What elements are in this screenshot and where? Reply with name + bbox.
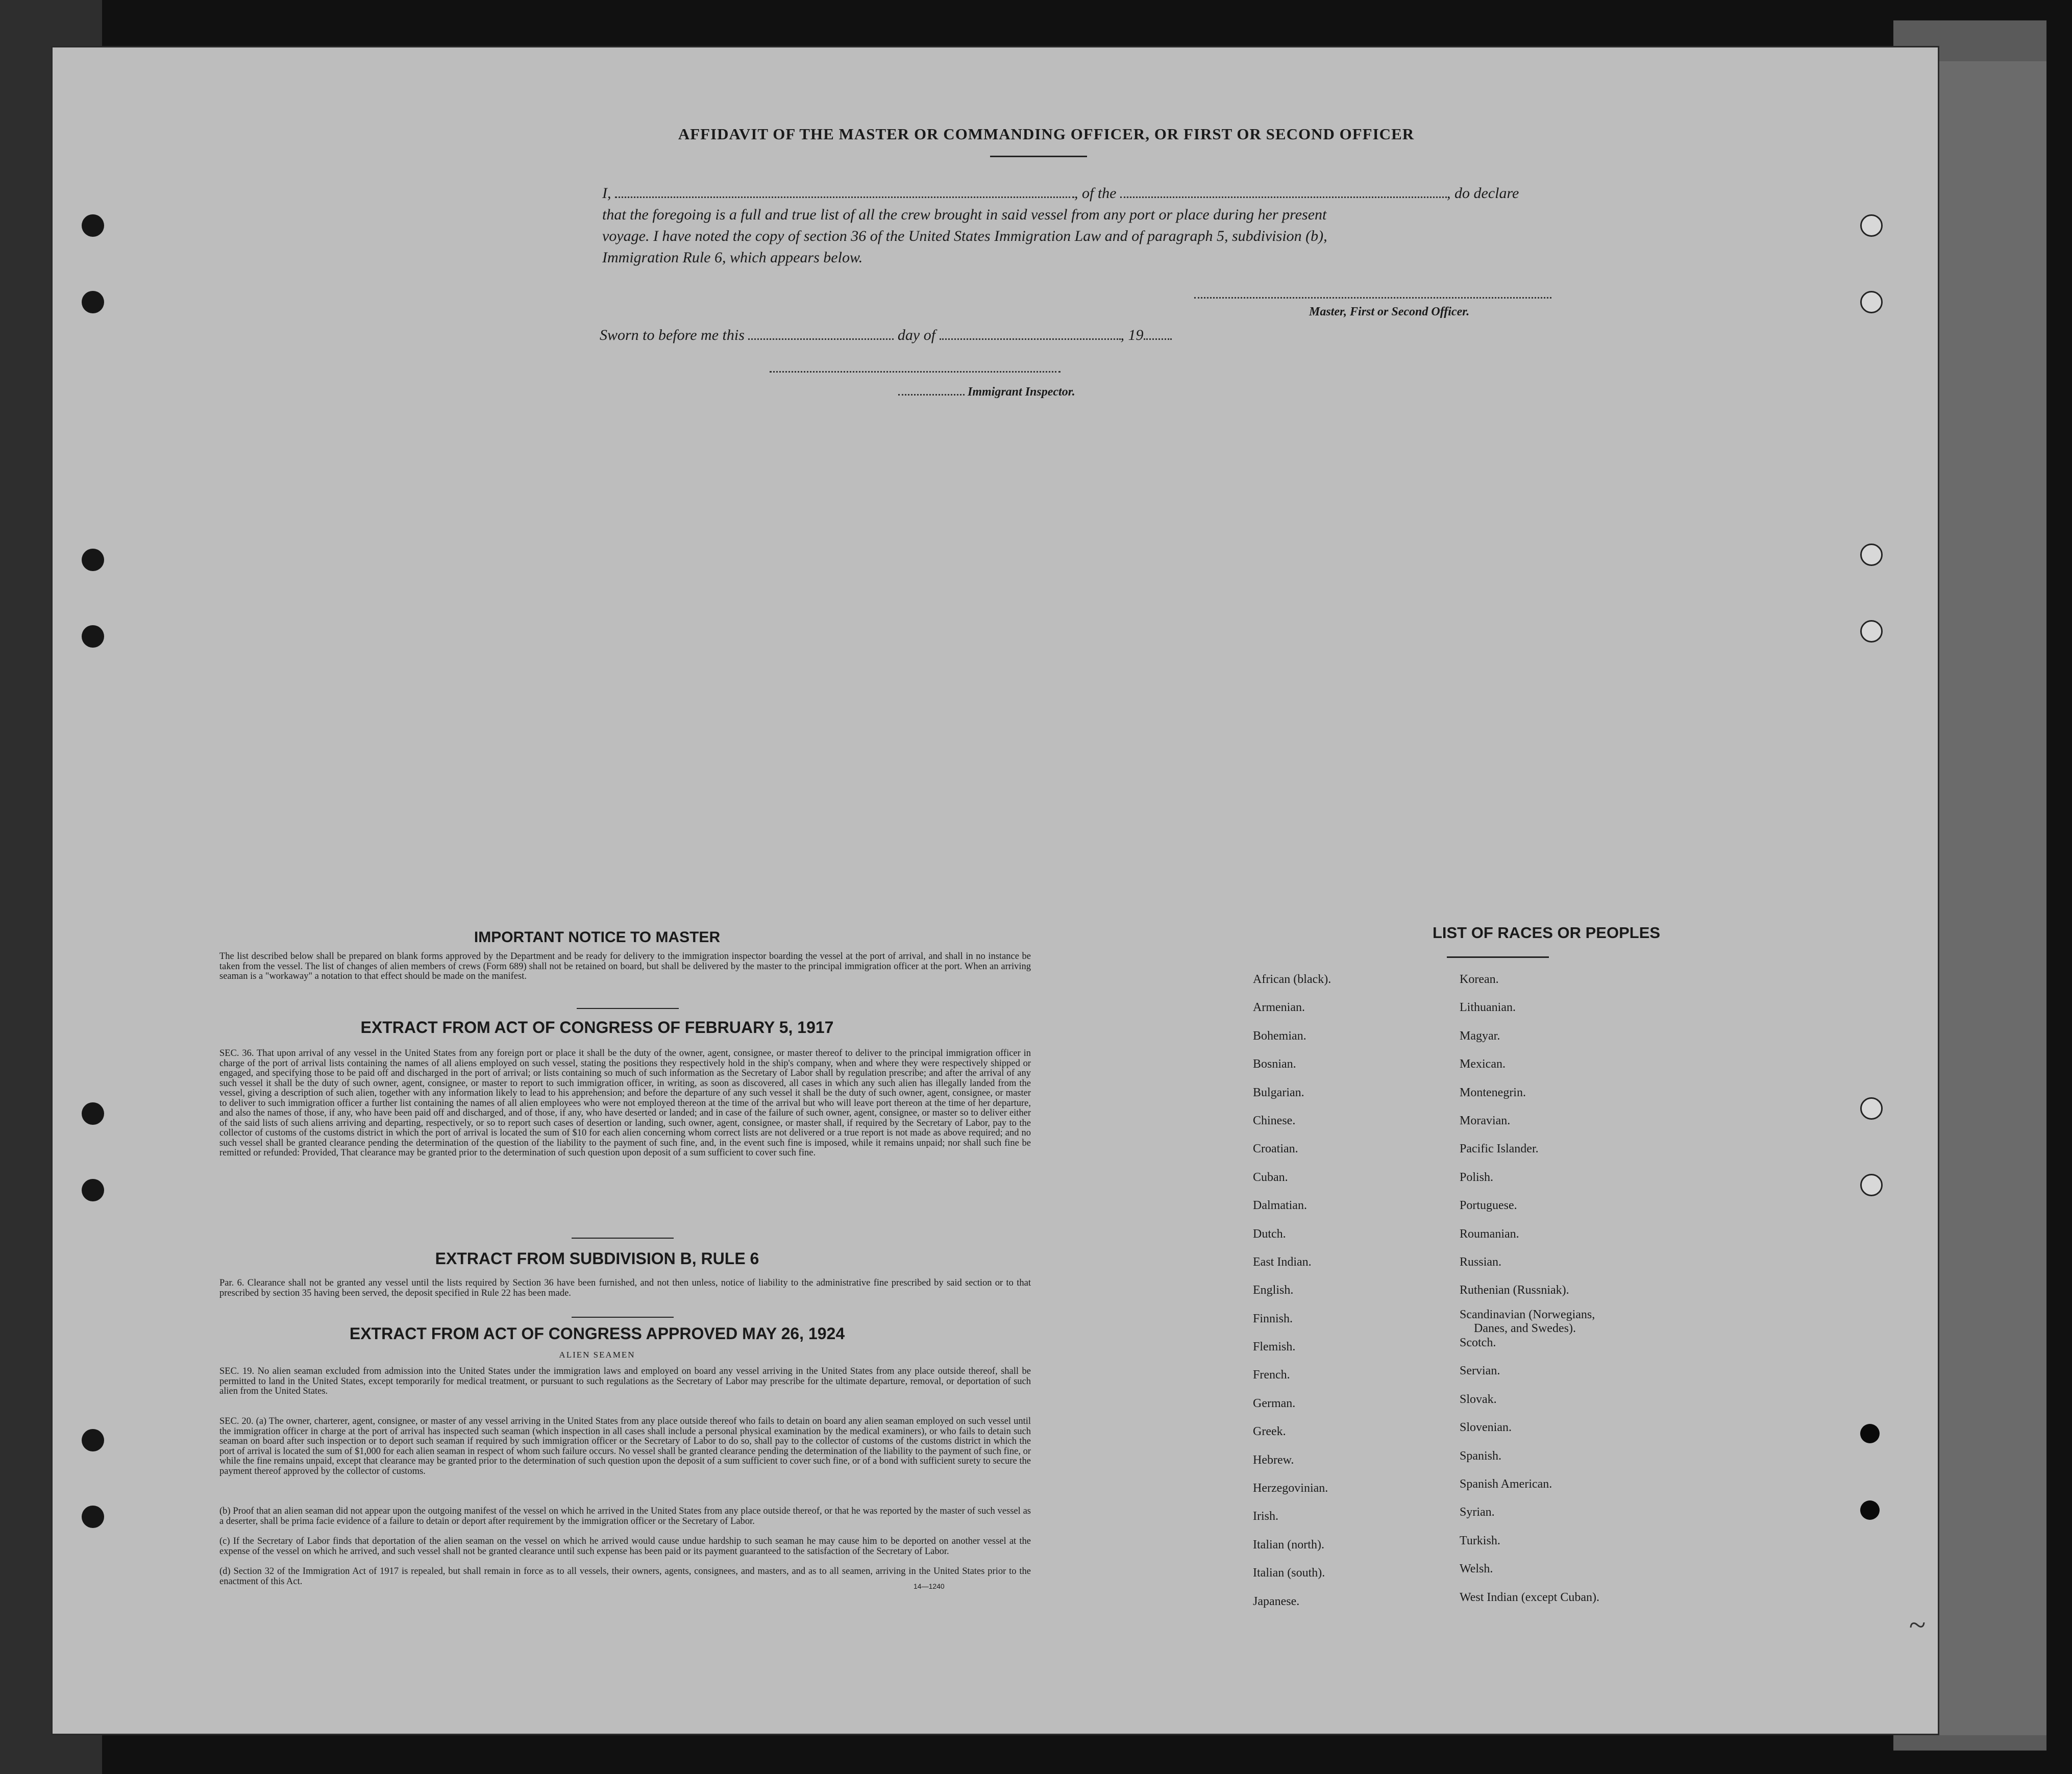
race-item-line-continued: Danes, and Swedes). — [1474, 1321, 1576, 1335]
extract-1924-sec-20b: (b) Proof that an alien seaman did not appear upon the outgoing manifest of the vessel on which he arrived in the United States from any place outside thereof, or that he was reported by the master of such vessel as a deserter, shall be prima facie evidence of a failure to detain or deport after requirement by the immigration officer or the Secretary of Labor. — [219, 1506, 1031, 1526]
notice-text: The list described below shall be prepared on blank forms approved by the Department and be ready for delivery to the immigration inspector boarding the vessel at the port of arrival, and shall in no instance be taken from the vessel. The list of changes of alien members of crews (Form 689) shall not be retained on board, but shall be delivered by the master to the principal immigration officer at the port. When an arriving seaman is a "workaway" a notation to that effect should be made on the manifest. — [219, 951, 1031, 981]
affidavit-heading: AFFIDAVIT OF THE MASTER OR COMMANDING OFFICER, OR FIRST OR SECOND OFFICER — [678, 125, 1415, 143]
sworn-line — [600, 327, 1172, 344]
alien-seamen-subheading: ALIEN SEAMEN — [559, 1350, 635, 1360]
race-item: East Indian. — [1253, 1255, 1312, 1269]
extract-1917-rule — [572, 1238, 674, 1239]
vessel-label: , of the — [1074, 185, 1117, 202]
race-item: Turkish. — [1460, 1534, 1500, 1547]
race-item: African (black). — [1253, 973, 1331, 986]
race-item: Ruthenian (Russniak). — [1460, 1284, 1569, 1297]
punch-hole-icon — [1860, 544, 1883, 566]
inspector-signature-text: Immigrant Inspector. — [968, 385, 1075, 399]
manifest-page — [51, 46, 1939, 1735]
back-sheet-inner — [1929, 61, 2046, 1735]
punch-hole-icon — [1860, 291, 1883, 313]
race-item: Servian. — [1460, 1364, 1500, 1378]
punch-hole-icon — [1860, 1097, 1883, 1120]
sworn-label: Sworn to before me this — [600, 327, 745, 343]
punch-hole-icon — [1860, 1174, 1883, 1196]
affidavit-heading-rule — [990, 156, 1087, 157]
race-item: Montenegrin. — [1460, 1086, 1526, 1099]
notice-heading: IMPORTANT NOTICE TO MASTER — [474, 929, 721, 946]
race-item: Bohemian. — [1253, 1029, 1306, 1043]
race-item: Pacific Islander. — [1460, 1142, 1539, 1156]
sworn-month-field[interactable] — [940, 338, 1121, 340]
extract-1924-sec-20c: (c) If the Secretary of Labor finds that deportation of the alien seaman on the vessel on which he arrived would cause undue hardship to such seaman he may cause him to be deported on another vessel at the expense of the vessel on which he arrived, and such vessel shall not be granted clearance until such expense has been paid or its payment guaranteed to the satisfaction of the Secretary of Labor. — [219, 1536, 1031, 1557]
races-column-2 — [1460, 973, 1599, 1619]
race-item: Spanish American. — [1460, 1477, 1552, 1491]
year-label: , 19 — [1120, 327, 1144, 343]
race-item: German. — [1253, 1396, 1296, 1410]
race-item: Welsh. — [1460, 1562, 1493, 1576]
extract-1924-heading: EXTRACT FROM ACT OF CONGRESS APPROVED MAY 26, 1924 — [349, 1324, 845, 1343]
race-item: English. — [1253, 1284, 1294, 1297]
race-item: Moravian. — [1460, 1114, 1511, 1127]
sworn-year-field[interactable] — [1144, 338, 1172, 340]
punch-hole-icon — [82, 549, 104, 571]
race-item: Cuban. — [1253, 1170, 1288, 1184]
punch-hole-icon — [82, 1102, 104, 1125]
race-item: Dutch. — [1253, 1227, 1286, 1241]
affidavit-body-2: voyage. I have noted the copy of section 36 of the United States Immigration Law and of paragraph 5, subdivision (b), — [602, 228, 1327, 244]
race-item: Armenian. — [1253, 1001, 1305, 1015]
race-item: Hebrew. — [1253, 1453, 1294, 1467]
race-item: Dalmatian. — [1253, 1199, 1307, 1213]
race-item: Lithuanian. — [1460, 1001, 1516, 1015]
rule-6-rule — [572, 1317, 674, 1318]
race-item: Greek. — [1253, 1425, 1286, 1439]
race-item: Bulgarian. — [1253, 1086, 1304, 1099]
race-item: Chinese. — [1253, 1114, 1296, 1127]
sworn-day-field[interactable] — [748, 338, 894, 340]
notice-rule — [577, 1008, 679, 1009]
race-item: Herzegovinian. — [1253, 1482, 1328, 1495]
extract-1917-heading: EXTRACT FROM ACT OF CONGRESS OF FEBRUARY 5, 1917 — [360, 1018, 834, 1037]
race-item: Bosnian. — [1253, 1057, 1296, 1071]
race-item: West Indian (except Cuban). — [1460, 1590, 1599, 1604]
affidavit-line-1 — [602, 185, 1519, 202]
rule-6-heading: EXTRACT FROM SUBDIVISION B, RULE 6 — [435, 1249, 759, 1268]
race-item: Italian (north). — [1253, 1538, 1324, 1551]
race-item: Slovenian. — [1460, 1421, 1512, 1435]
race-item: Polish. — [1460, 1170, 1494, 1184]
inspector-signature-field[interactable] — [770, 371, 1060, 373]
extract-1924-sec-19: SEC. 19. No alien seaman excluded from admission into the United States under the immigration laws and employed on board any vessel arriving in the United States from any place outside thereof, shall be permitted to land in the United States, except temporarily for medical treatment, or pursuant to such regulations as the Secretary of Labor may prescribe for the ultimate departure, removal, or deportation of such alien from the United States. — [219, 1366, 1031, 1396]
master-signature-label: Master, First or Second Officer. — [1309, 305, 1470, 318]
affidavit-body-3: Immigration Rule 6, which appears below. — [602, 249, 863, 266]
affidavit-body-1: that the foregoing is a full and true list of all the crew brought in said vessel from any port or place during her present — [602, 206, 1327, 223]
extract-1924-sec-20a: SEC. 20. (a) The owner, charterer, agent, consignee, or master of any vessel arriving in the United States from any place outside thereof who fails to detain on board any alien seaman employed on such vessel until the immigration officer in charge at the port of arrival has inspected such seaman (which inspection in all cases shall include a personal physical examination by the medical examiners), or who fails to detain such seaman on board after such inspection or to deport such seaman if required by such immigration officer or the Secretary of Labor to do so, shall pay to the collector of customs of the customs district in which the port of arrival is located the sum of $1,000 for each alien seaman in respect of whom such failure occurs. No vessel shall be granted clearance pending the determination of the liability to the payment of such fine, or while the fine remains unpaid, except that clearance may be granted prior to the determination of such question upon the deposit of a sum sufficient to cover such fine, or of a bond with sufficient surety to secure the payment thereof approved by the collector of customs. — [219, 1416, 1031, 1476]
punch-hole-icon — [1860, 1500, 1880, 1520]
race-item: Finnish. — [1253, 1312, 1293, 1325]
race-item: Mexican. — [1460, 1057, 1506, 1071]
races-heading: LIST OF RACES OR PEOPLES — [1432, 924, 1661, 942]
race-item: Magyar. — [1460, 1029, 1500, 1043]
extract-1917-text: SEC. 36. That upon arrival of any vessel in the United States from any foreign port or place it shall be the duty of the owner, agent, consignee, or master thereof to deliver to the principal immigration officer in charge of the port of arrival lists containing the names of all aliens employed on such vessel, stating the positions they respectively hold in the ship's company, when and where they were respectively shipped or engaged, and specifying those to be paid off and discharged in the port of arrival; or lists containing so much of such information as the Secretary of Labor shall by regulation prescribe; and after the arrival of any such vessel it shall be the duty of such owner, agent, consignee, or master to report to such immigration officer, in writing, as soon as discovered, all cases in which any such alien has illegally landed from the vessel, giving a description of such alien, together with any information likely to lead to his apprehension; and before the departure of any such vessel it shall be the duty of such owner, agent, consignee, or master to deliver to such immigration officer a further list containing the names of all alien employees who were not employed thereon at the time of the arrival but who will leave port thereon at the time of her departure, and also the names of those, if any, who have been paid off and discharged, and of those, if any, who have deserted or landed; and in case of the failure of such owner, agent, consignee, or master so to deliver either of the said lists of such aliens arriving and departing, respectively, or so to report such cases of desertion or landing, such owner, agent, consignee, or master shall, if required by the Secretary of Labor, pay to the collector of customs of the customs district in which the port of arrival is located the sum of $10 for each alien concerning whom correct lists are not delivered or a true report is not made as above required; and no such vessel shall be granted clearance pending the determination of the question of the liability to the payment of such fine, and, in the event such fine is imposed, while it remains unpaid; nor shall such fine be remitted or refunded: Provided, That clearance may be granted prior to the determination of such question upon deposit of a sum sufficient to cover such fine. — [219, 1048, 1031, 1158]
race-item: Croatian. — [1253, 1142, 1298, 1156]
form-number: 14—1240 — [914, 1582, 945, 1590]
punch-hole-icon — [1860, 1424, 1880, 1443]
race-item: Syrian. — [1460, 1506, 1495, 1519]
punch-hole-icon — [82, 625, 104, 648]
race-item: Russian. — [1460, 1255, 1502, 1269]
rule-6-text: Par. 6. Clearance shall not be granted any vessel until the lists required by Section 36 have been furnished, and not then unless, notice of liability to the administrative fine prescribed by said section or to that prescribed by section 35 having been served, the deposit specified in Rule 22 has been made. — [219, 1278, 1031, 1298]
race-item: Portuguese. — [1460, 1199, 1517, 1213]
inspector-signature-label — [898, 385, 1075, 399]
punch-hole-icon — [1860, 620, 1883, 643]
punch-hole-icon — [82, 291, 104, 313]
race-item: Flemish. — [1253, 1340, 1296, 1354]
inspector-signature-lead — [898, 394, 965, 396]
race-item: Roumanian. — [1460, 1227, 1519, 1241]
race-item: French. — [1253, 1368, 1290, 1382]
race-item — [1460, 1308, 1599, 1336]
race-item: Japanese. — [1253, 1594, 1300, 1608]
master-signature-field[interactable] — [1194, 297, 1551, 299]
races-column-1 — [1253, 973, 1331, 1623]
punch-hole-icon — [82, 1506, 104, 1528]
punch-hole-icon — [82, 1429, 104, 1451]
extract-1924-sec-20d: (d) Section 32 of the Immigration Act of 1917 is repealed, but shall remain in force as to all vessels, their owners, agents, consignees, and masters, and as to all seamen, arriving in the United States prior to the enactment of this Act. — [219, 1566, 1031, 1587]
race-item: Slovak. — [1460, 1392, 1497, 1406]
punch-hole-icon — [1860, 214, 1883, 237]
punch-hole-icon — [82, 1179, 104, 1201]
race-item: Scotch. — [1460, 1336, 1496, 1350]
race-item: Korean. — [1460, 973, 1499, 986]
race-item: Irish. — [1253, 1510, 1278, 1523]
race-item: Spanish. — [1460, 1449, 1502, 1463]
day-of-label: day of — [897, 327, 936, 343]
race-item: Italian (south). — [1253, 1566, 1325, 1580]
vessel-name-field[interactable] — [1120, 196, 1447, 198]
race-item-line: Scandinavian (Norwegians, — [1460, 1308, 1595, 1321]
handwritten-mark-icon: ~ — [1909, 1608, 1926, 1642]
declarant-label: I, — [602, 185, 611, 202]
declarant-name-field[interactable] — [615, 196, 1074, 198]
declare-label: , do declare — [1447, 185, 1519, 202]
punch-hole-icon — [82, 214, 104, 237]
races-heading-rule — [1447, 956, 1549, 958]
